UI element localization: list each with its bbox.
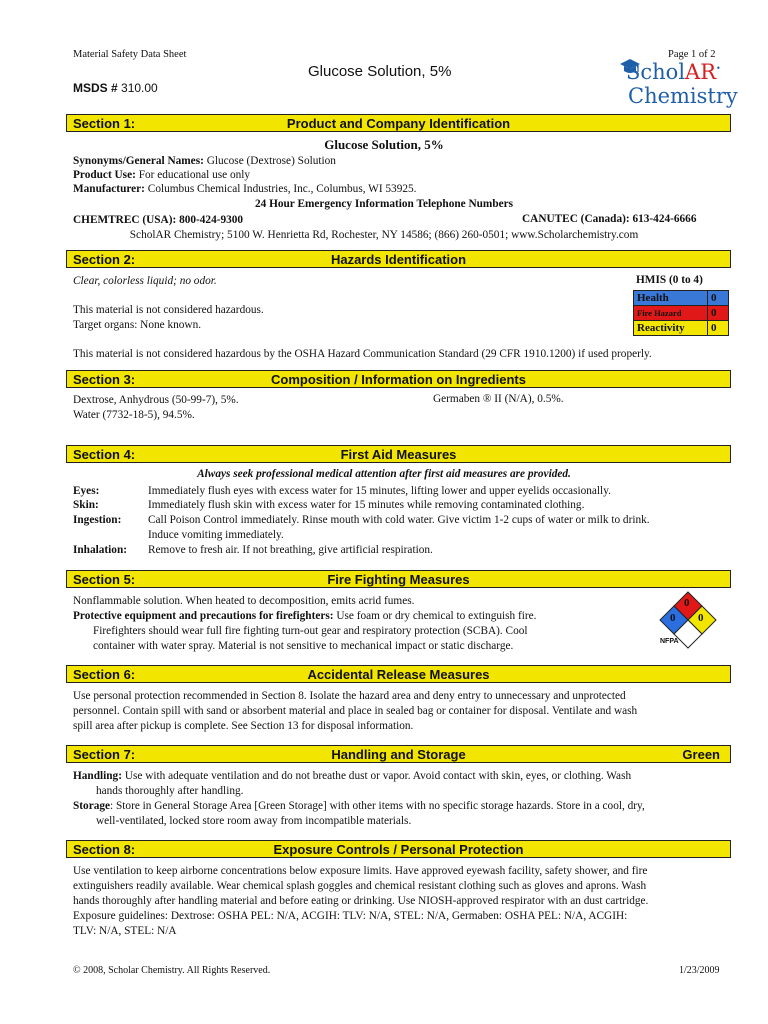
hmis-row-reactivity: Reactivity 0	[634, 321, 729, 336]
copyright: © 2008, Scholar Chemistry. All Rights Reserved.	[73, 965, 271, 976]
osha-statement: This material is not considered hazardous by the OSHA Hazard Communication Standard (29 CFR 1910.1200) if used properly.	[73, 348, 652, 360]
exposure-text-2: extinguishers readily available. Wear chemical splash goggles and chemical resistant clothing such as gloves and aprons. Wash	[73, 880, 647, 892]
section-2-header: Section 2: Hazards Identification	[66, 250, 731, 268]
synonyms: Synonyms/General Names: Glucose (Dextrose) Solution	[73, 155, 336, 167]
page-number: Page 1 of 2	[668, 49, 716, 60]
chemtrec-phone: CHEMTREC (USA): 800-424-9300	[73, 214, 244, 226]
manufacturer: Manufacturer: Columbus Chemical Industries, Inc., Columbus, WI 53925.	[73, 183, 417, 195]
handling-text-1: Handling: Use with adequate ventilation and do not breathe dust or vapor. Avoid contact with skin, eyes, or clothing. Wash	[73, 770, 632, 782]
msds-number: MSDS # 310.00	[73, 81, 158, 95]
hazard-note: This material is not considered hazardous.	[73, 304, 264, 316]
nfpa-diamond	[657, 590, 719, 652]
product-name: Glucose Solution, 5%	[324, 137, 444, 152]
hmis-row-fire: Fire Hazard 0	[634, 306, 729, 321]
first-aid-note: Always seek professional medical attention after first aid measures are provided.	[197, 468, 571, 480]
fire-flammability: Nonflammable solution. When heated to decomposition, emits acrid fumes.	[73, 595, 415, 607]
page-title: Glucose Solution, 5%	[308, 63, 452, 80]
hmis-title: HMIS (0 to 4)	[636, 274, 703, 286]
section-1-header: Section 1: Product and Company Identification	[66, 114, 731, 132]
section-4-header: Section 4: First Aid Measures	[66, 445, 731, 463]
release-text-1: Use personal protection recommended in Section 8. Isolate the hazard area and deny entry to unnecessary and unprotected	[73, 690, 626, 702]
handling-text-2: hands thoroughly after handling.	[96, 785, 244, 797]
section-7-header: Section 7: Handling and Storage Green	[66, 745, 731, 763]
fire-protective-equipment: Protective equipment and precautions for firefighters: Use foam or dry chemical to extinguish fire.	[73, 610, 537, 622]
emergency-heading: 24 Hour Emergency Information Telephone Numbers	[254, 198, 514, 210]
exposure-text-3: hands thoroughly after handling material and before eating or drinking. Use NIOSH-approved respirator with an dust cartridge.	[73, 895, 649, 907]
section-5-header: Section 5: Fire Fighting Measures	[66, 570, 731, 588]
exposure-text-1: Use ventilation to keep airborne concentrations below exposure limits. Have approved eyewash facility, safety shower, and fire	[73, 865, 648, 877]
storage-text-2: well-ventilated, locked store room away from incompatible materials.	[96, 815, 412, 827]
storage-code: Green	[682, 747, 720, 762]
section-6-header: Section 6: Accidental Release Measures	[66, 665, 731, 683]
nfpa-reactivity-value: 0	[698, 612, 704, 624]
ingredient-water: Water (7732-18-5), 94.5%.	[73, 409, 195, 421]
first-aid-ingestion: Ingestion: Call Poison Control immediately. Rinse mouth with cold water. Give victim 1-2 cups of water or milk to drink.	[73, 514, 650, 526]
first-aid-ingestion-cont: Induce vomiting immediately.	[148, 529, 284, 541]
fire-gear: Firefighters should wear full fire fighting turn-out gear and respiratory protection (SCBA). Cool	[93, 625, 528, 637]
company-contact: ScholAR Chemistry; 5100 W. Henrietta Rd, Rochester, NY 14586; (866) 260-0501; www.Scholarchemistry.com	[129, 229, 639, 241]
release-text-3: spill area after pickup is complete. See Section 13 for disposal information.	[73, 720, 414, 732]
document-date: 1/23/2009	[679, 965, 720, 976]
scholar-logo: ScholAR• Chemistry	[614, 52, 736, 112]
section-3-header: Section 3: Composition / Information on Ingredients	[66, 370, 731, 388]
ingredient-dextrose: Dextrose, Anhydrous (50-99-7), 5%.	[73, 394, 239, 406]
hmis-table	[633, 290, 729, 336]
product-use: Product Use: For educational use only	[73, 169, 251, 181]
first-aid-skin: Skin: Immediately flush skin with excess water for 15 minutes while removing contaminated clothing.	[73, 499, 585, 511]
exposure-text-5: TLV: N/A, STEL: N/A	[73, 925, 177, 937]
nfpa-fire-value: 0	[684, 597, 690, 609]
exposure-text-4: Exposure guidelines: Dextrose: OSHA PEL: N/A, ACGIH: TLV: N/A, STEL: N/A, Germaben: OSHA PEL: N/A, ACGIH:	[73, 910, 628, 922]
first-aid-inhalation: Inhalation: Remove to fresh air. If not breathing, give artificial respiration.	[73, 544, 433, 556]
nfpa-label: NFPA	[660, 638, 679, 645]
first-aid-eyes: Eyes: Immediately flush eyes with excess water for 15 minutes, lifting lower and upper eyelids occasionally.	[73, 485, 611, 497]
hazard-description: Clear, colorless liquid; no odor.	[73, 275, 217, 287]
storage-text-1: Storage: Store in General Storage Area [Green Storage] with other items with no specific storage hazards. Store in a cool, dry,	[73, 800, 645, 812]
target-organs: Target organs: None known.	[73, 319, 202, 331]
release-text-2: personnel. Contain spill with sand or absorbent material and place in sealed bag or container for disposal. Ventilate and wash	[73, 705, 638, 717]
hmis-row-health: Health 0	[634, 291, 729, 306]
section-8-header: Section 8: Exposure Controls / Personal Protection	[66, 840, 731, 858]
doc-type: Material Safety Data Sheet	[73, 49, 187, 60]
canutec-phone: CANUTEC (Canada): 613-424-6666	[522, 213, 697, 225]
ingredient-germaben: Germaben ® II (N/A), 0.5%.	[433, 393, 564, 405]
nfpa-health-value: 0	[670, 612, 676, 624]
fire-container: container with water spray. Material is not sensitive to mechanical impact or static discharge.	[93, 640, 514, 652]
